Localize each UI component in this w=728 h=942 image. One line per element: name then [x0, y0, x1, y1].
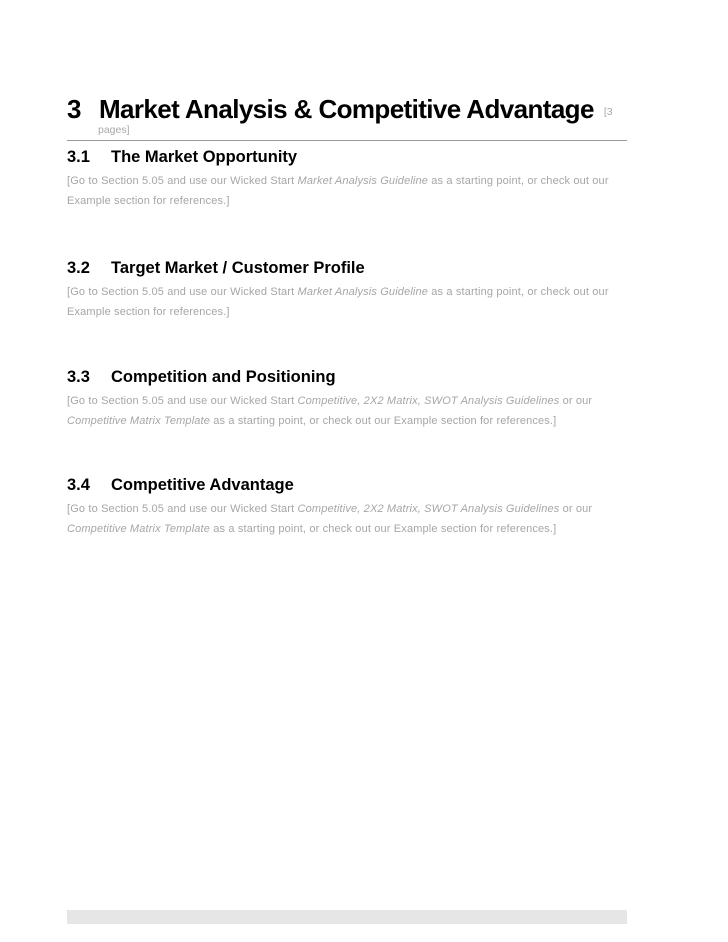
- section-title: The Market Opportunity: [111, 148, 298, 166]
- section-title: Target Market / Customer Profile: [111, 259, 365, 277]
- guideline-reference: Market Analysis Guideline: [297, 286, 429, 298]
- footer-bar: [67, 910, 627, 924]
- section-number: 3.4: [67, 476, 90, 494]
- section-instructions: [Go to Section 5.05 and use our Wicked Start Competitive, 2X2 Matrix, SWOT Analysis Guidelines or our Competitive Matrix Template as a starting point, or check out our Example section for references.]: [67, 503, 593, 535]
- guideline-reference: Competitive, 2X2 Matrix, SWOT Analysis Guidelines: [297, 395, 560, 407]
- section-competitive-advantage: [67, 476, 627, 539]
- section-target-market: [67, 259, 627, 322]
- chapter-number: 3: [67, 94, 81, 124]
- page-count-note: [3: [603, 106, 613, 118]
- guideline-reference: Competitive, 2X2 Matrix, SWOT Analysis Guidelines: [297, 503, 560, 515]
- guideline-reference: Market Analysis Guideline: [297, 175, 429, 187]
- section-title: Competition and Positioning: [111, 368, 336, 386]
- section-instructions: [Go to Section 5.05 and use our Wicked Start Competitive, 2X2 Matrix, SWOT Analysis Guidelines or our Competitive Matrix Template as a starting point, or check out our Example section for references.]: [67, 395, 593, 427]
- section-heading: [67, 148, 627, 167]
- template-reference: Competitive Matrix Template: [67, 523, 211, 535]
- chapter-title: Market Analysis & Competitive Advantage: [99, 94, 594, 124]
- section-instructions: [Go to Section 5.05 and use our Wicked Start Market Analysis Guideline as a starting point, or check out our Example section for references.]: [67, 175, 609, 207]
- template-reference: Competitive Matrix Template: [67, 415, 211, 427]
- chapter-heading: [67, 94, 627, 136]
- page-count-note-continued: pages]: [98, 124, 130, 136]
- section-market-opportunity: [67, 148, 627, 211]
- section-number: 3.3: [67, 368, 90, 386]
- section-heading: [67, 259, 627, 278]
- section-instructions: [Go to Section 5.05 and use our Wicked Start Market Analysis Guideline as a starting point, or check out our Example section for references.]: [67, 286, 609, 318]
- section-heading: [67, 476, 627, 495]
- section-competition-positioning: [67, 368, 627, 431]
- section-title: Competitive Advantage: [111, 476, 294, 494]
- heading-divider: [67, 140, 627, 141]
- section-heading: [67, 368, 627, 387]
- section-number: 3.2: [67, 259, 90, 277]
- section-number: 3.1: [67, 148, 90, 166]
